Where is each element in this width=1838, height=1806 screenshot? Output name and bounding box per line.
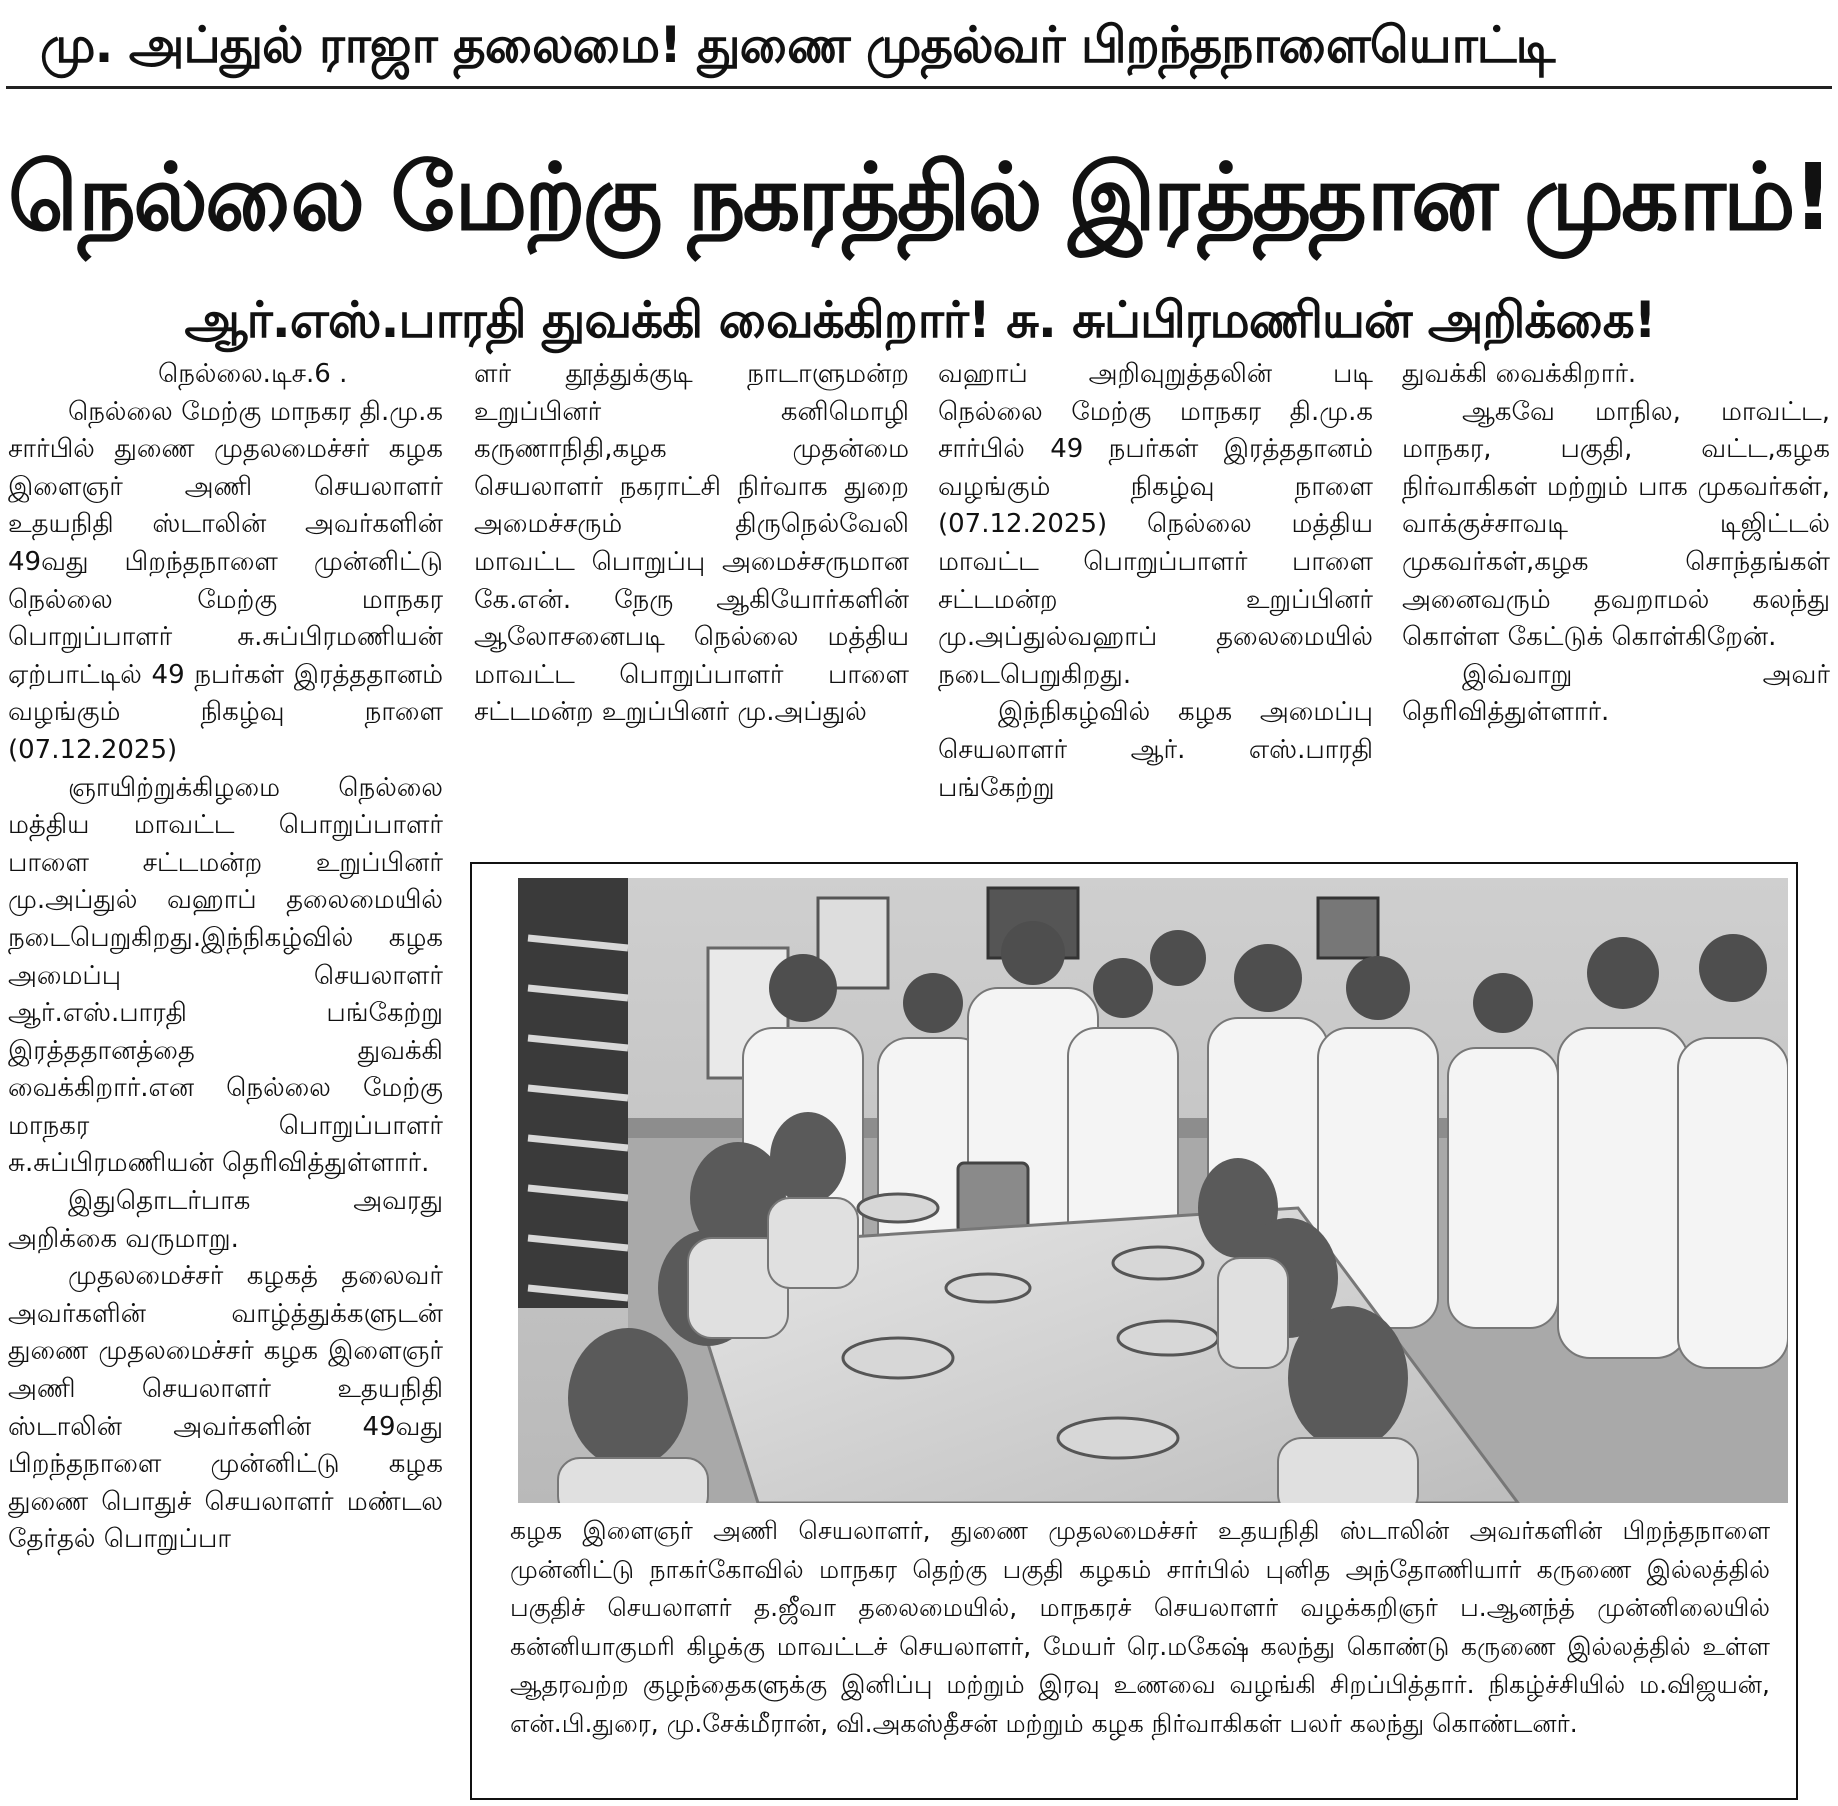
news-photo bbox=[518, 878, 1788, 1503]
article-paragraph: ஆகவே மாநில, மாவட்ட, மாநகர, பகுதி, வட்ட,கழக நிர்வாகிகள் மற்றும் பாக முகவர்கள், வாக்குச்சாவடி டிஜிட்டல் முகவர்கள்,கழக சொந்தங்கள் அனைவரும் தவறாமல் கலந்து கொள்ள கேட்டுக் கொள்கிறேன். bbox=[1402, 396, 1830, 653]
article-paragraph: முதலமைச்சர் கழகத் தலைவர் அவர்களின் வாழ்த்துக்களுடன் துணை முதலமைச்சர் கழக இளைஞர் அணி செயலாளர் உதயநிதி ஸ்டாலின் அவர்களின் 49வது பிறந்தநாளை முன்னிட்டு கழக துணை பொதுச் செயலாளர் மண்டல தேர்தல் பொறுப்பா bbox=[8, 1261, 443, 1555]
article-paragraph: வஹாப் அறிவுறுத்தலின் படி நெல்லை மேற்கு மாநகர தி.மு.க சார்பில் 49 நபர்கள் இரத்ததானம் வழங்கும் நிகழ்வு நாளை (07.12.2025) நெல்லை மத்திய மாவட்ட பொறுப்பாளர் பாளை சட்டமன்ற உறுப்பினர் மு.அப்துல்வஹாப் தலைமையில் நடைபெறுகிறது. bbox=[938, 359, 1373, 690]
article-column-1 bbox=[8, 356, 443, 1802]
article-paragraph: ளர் தூத்துக்குடி நாடாளுமன்ற உறுப்பினர் கனிமொழி கருணாநிதி,கழக முதன்மை செயலாளர் நகராட்சி நிர்வாக துறை அமைச்சரும் திருநெல்வேலி மாவட்ட பொறுப்பு அமைச்சருமான கே.என். நேரு ஆகியோர்களின் ஆலோசனைபடி நெல்லை மத்திய மாவட்ட பொறுப்பாளர் பாளை சட்டமன்ற உறுப்பினர் மு.அப்துல் bbox=[474, 359, 909, 728]
article-paragraph: இவ்வாறு அவர் தெரிவித்துள்ளார். bbox=[1402, 659, 1830, 728]
article-paragraph: துவக்கி வைக்கிறார். bbox=[1402, 359, 1637, 389]
subheadline: ஆர்.எஸ்.பாரதி துவக்கி வைக்கிறார்! சு. சுப்பிரமணியன் அறிக்கை! bbox=[184, 291, 1656, 349]
photo-caption: கழக இளைஞர் அணி செயலாளர், துணை முதலமைச்சர் உதயநிதி ஸ்டாலின் அவர்களின் பிறந்தநாளை முன்னிட்டு நாகர்கோவில் மாநகர தெற்கு பகுதி கழகம் சார்பில் புனித அந்தோணியார் கருணை இல்லத்தில் பகுதிச் செயலாளர் த.ஜீவா தலைமையில், மாநகரச் செயலாளர் வழக்கறிஞர் ப.ஆனந்த் முன்னிலையில் கன்னியாகுமரி கிழக்கு மாவட்டச் செயலாளர், மேயர் ரெ.மகேஷ் கலந்து கொண்டு கருணை இல்லத்தில் உள்ள ஆதரவற்ற குழந்தைகளுக்கு இனிப்பு மற்றும் இரவு உணவை வழங்கி சிறப்பித்தார். நிகழ்ச்சியில் ம.விஜயன், என்.பி.துரை, மு.சேக்மீரான், வி.அகஸ்தீசன் மற்றும் கழக நிர்வாகிகள் பலர் கலந்து கொண்டனர். bbox=[510, 1516, 1770, 1738]
article-column-2 bbox=[474, 356, 909, 856]
article-paragraph: ஞாயிற்றுக்கிழமை நெல்லை மத்திய மாவட்ட பொறுப்பாளர் பாளை சட்டமன்ற உறுப்பினர் மு.அப்துல் வஹாப் தலைமையில் நடைபெறுகிறது.இந்நிகழ்வில் கழக அமைப்பு செயலாளர் ஆர்.எஸ்.பாரதி பங்கேற்று இரத்ததானத்தை துவக்கி வைக்கிறார்.என நெல்லை மேற்கு மாநகர பொறுப்பாளர் சு.சுப்பிரமணியன் தெரிவித்துள்ளார். bbox=[8, 772, 443, 1179]
photo-box bbox=[470, 862, 1798, 1800]
top-rule bbox=[6, 86, 1832, 89]
kicker-line: மு. அப்துல் ராஜா தலைமை! துணை முதல்வர் பிறந்தநாளையொட்டி bbox=[40, 16, 1555, 74]
photo-of-people-serving-food-icon bbox=[518, 878, 1788, 1503]
dateline: நெல்லை.டிச.6 . bbox=[158, 359, 348, 389]
article-column-3 bbox=[938, 356, 1373, 856]
article-paragraph: இதுதொடர்பாக அவரது அறிக்கை வருமாறு. bbox=[8, 1186, 443, 1254]
article-column-4 bbox=[1402, 356, 1830, 856]
article-paragraph: இந்நிகழ்வில் கழக அமைப்பு செயலாளர் ஆர். எஸ்.பாரதி பங்கேற்று bbox=[938, 697, 1373, 803]
headline: நெல்லை மேற்கு நகரத்தில் இரத்ததான முகாம்! bbox=[8, 144, 1831, 251]
article-paragraph: நெல்லை மேற்கு மாநகர தி.மு.க சார்பில் துணை முதலமைச்சர் கழக இளைஞர் அணி செயலாளர் உதயநிதி ஸ்டாலின் அவர்களின் 49வது பிறந்தநாளை முன்னிட்டு நெல்லை மேற்கு மாநகர பொறுப்பாளர் சு.சுப்பிரமணியன் ஏற்பாட்டில் 49 நபர்கள் இரத்ததானம் வழங்கும் நிகழ்வு நாளை (07.12.2025) bbox=[8, 396, 443, 765]
